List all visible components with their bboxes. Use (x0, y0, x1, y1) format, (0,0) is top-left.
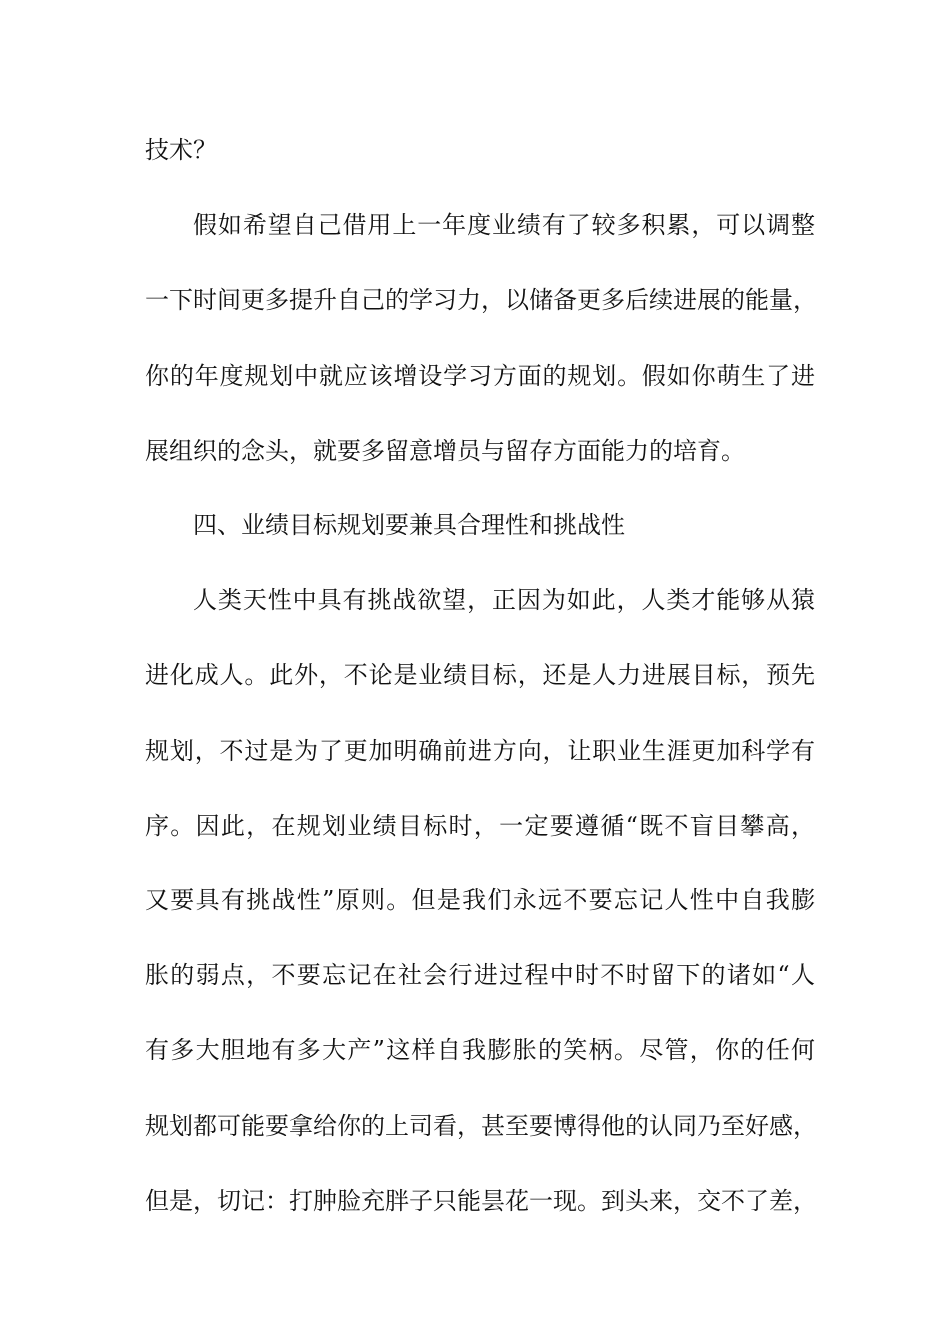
text-line: 又要具有挑战性”原则。但是我们永远不要忘记人性中自我膨 (145, 886, 815, 914)
text-line: 有多大胆地有多大产”这样自我膨胀的笑柄。尽管，你的任何 (145, 1036, 815, 1064)
paragraph-first-line: 假如希望自己借用上一年度业绩有了较多积累，可以调整 (193, 211, 815, 239)
text-line: 规划都可能要拿给你的上司看，甚至要博得他的认同乃至好感， (145, 1112, 817, 1140)
text-line: 技术？ (145, 136, 217, 164)
section-heading: 四、业绩目标规划要兼具合理性和挑战性 (193, 511, 625, 539)
text-line: 胀的弱点，不要忘记在社会行进过程中时不时留下的诸如“人 (145, 961, 815, 989)
text-line: 你的年度规划中就应该增设学习方面的规划。假如你萌生了进 (145, 362, 815, 390)
text-line: 规划，不过是为了更加明确前进方向，让职业生涯更加科学有 (145, 737, 815, 765)
paragraph-first-line: 人类天性中具有挑战欲望，正因为如此，人类才能够从猿 (193, 586, 815, 614)
text-line: 进化成人。此外，不论是业绩目标，还是人力进展目标，预先 (145, 661, 815, 689)
text-line: 序。因此，在规划业绩目标时，一定要遵循“既不盲目攀高， (145, 812, 815, 840)
text-line: 展组织的念头，就要多留意增员与留存方面能力的培育。 (145, 437, 745, 465)
text-line: 一下时间更多提升自己的学习力，以储备更多后续进展的能量， (145, 286, 817, 314)
text-line: 但是，切记：打肿脸充胖子只能昙花一现。到头来，交不了差， (145, 1187, 817, 1215)
